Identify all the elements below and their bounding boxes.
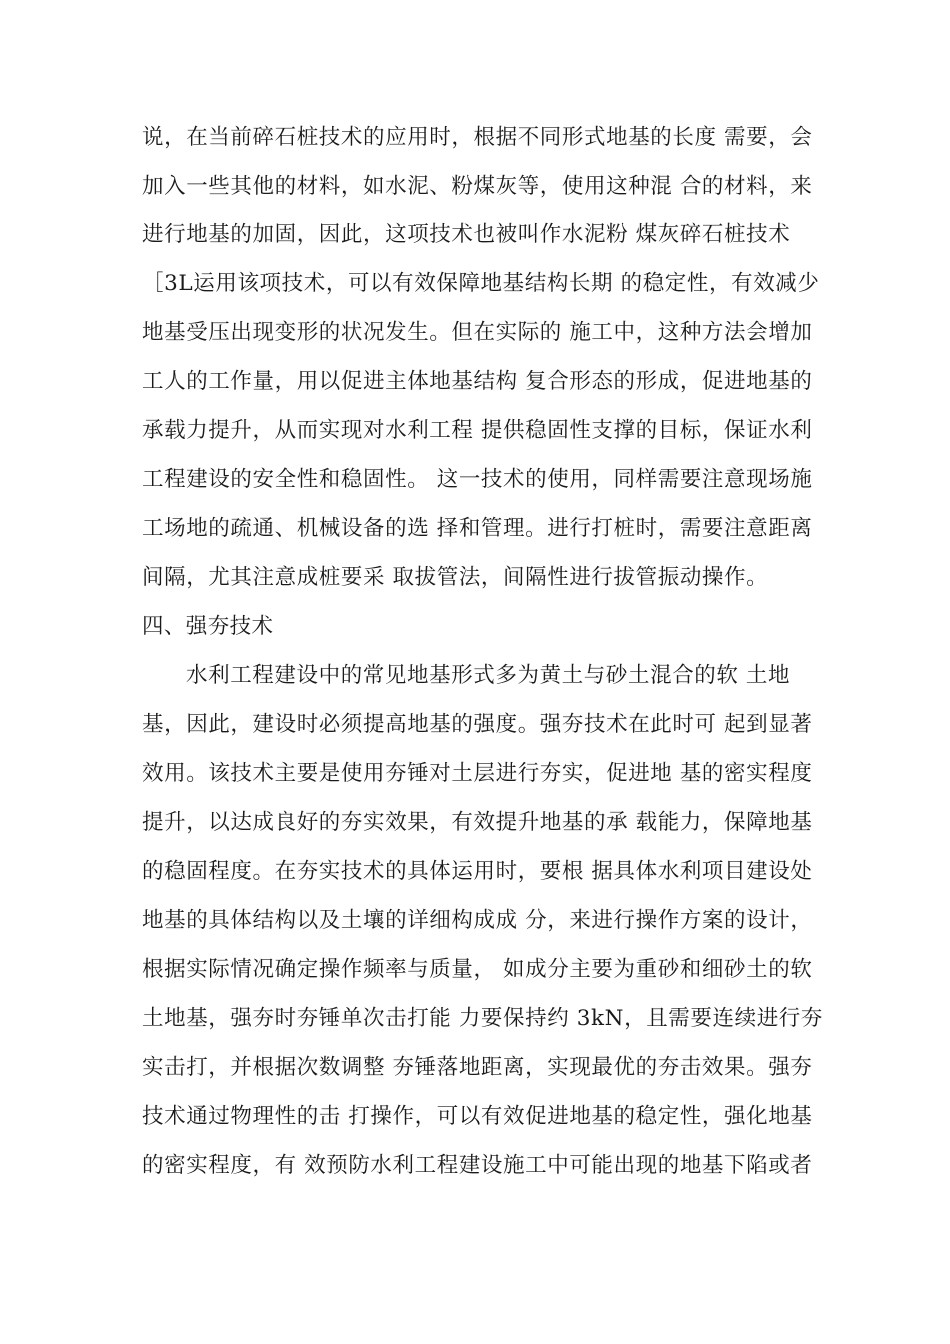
section-heading: 四、强夯技术 xyxy=(142,614,274,639)
paragraph-line: 土地基，强夯时夯锤单次击打能 力要保持约 3kN，且需要连续进行夯 xyxy=(142,1006,823,1031)
paragraph-line: 水利工程建设中的常见地基形式多为黄土与砂土混合的软 土地 xyxy=(186,663,791,688)
paragraph-line: 基，因此，建设时必须提高地基的强度。强夯技术在此时可 起到显著 xyxy=(142,712,813,737)
paragraph-line: 根据实际情况确定操作频率与质量， 如成分主要为重砂和细砂土的软 xyxy=(142,957,813,982)
paragraph-line: 提升，以达成良好的夯实效果，有效提升地基的承 载能力，保障地基 xyxy=(142,810,813,835)
paragraph-line: 效用。该技术主要是使用夯锤对土层进行夯实，促进地 基的密实程度 xyxy=(142,761,813,786)
paragraph-line: 的密实程度，有 效预防水利工程建设施工中可能出现的地基下陷或者 xyxy=(142,1153,813,1178)
paragraph-line: 实击打，并根据次数调整 夯锤落地距离，实现最优的夯击效果。强夯 xyxy=(142,1055,813,1080)
paragraph-line: 进行地基的加固，因此，这项技术也被叫作水泥粉 煤灰碎石桩技术 xyxy=(142,222,791,247)
paragraph-line: 地基的具体结构以及土壤的详细构成成 分，来进行操作方案的设计， xyxy=(142,908,813,933)
paragraph-line: 间隔，尤其注意成桩要采 取拔管法，间隔性进行拔管振动操作。 xyxy=(142,565,769,590)
paragraph-line: 说，在当前碎石桩技术的应用时，根据不同形式地基的长度 需要，会 xyxy=(142,125,813,150)
paragraph-line: 工场地的疏通、机械设备的选 择和管理。进行打桩时，需要注意距离 xyxy=(142,516,813,541)
paragraph-line: 工程建设的安全性和稳固性。 这一技术的使用，同样需要注意现场施 xyxy=(142,467,813,492)
paragraph-line: 加入一些其他的材料，如水泥、粉煤灰等，使用这种混 合的材料，来 xyxy=(142,174,813,199)
paragraph-line: ［3L运用该项技术，可以有效保障地基结构长期 的稳定性，有效减少 xyxy=(142,271,820,296)
paragraph-line: 技术通过物理性的击 打操作，可以有效促进地基的稳定性，强化地基 xyxy=(142,1104,813,1129)
paragraph-line: 工人的工作量，用以促进主体地基结构 复合形态的形成，促进地基的 xyxy=(142,369,813,394)
paragraph-line: 地基受压出现变形的状况发生。但在实际的 施工中，这种方法会增加 xyxy=(142,320,813,345)
paragraph-line: 承载力提升，从而实现对水利工程 提供稳固性支撑的目标，保证水利 xyxy=(142,418,813,443)
paragraph-line: 的稳固程度。在夯实技术的具体运用时，要根 据具体水利项目建设处 xyxy=(142,859,813,884)
